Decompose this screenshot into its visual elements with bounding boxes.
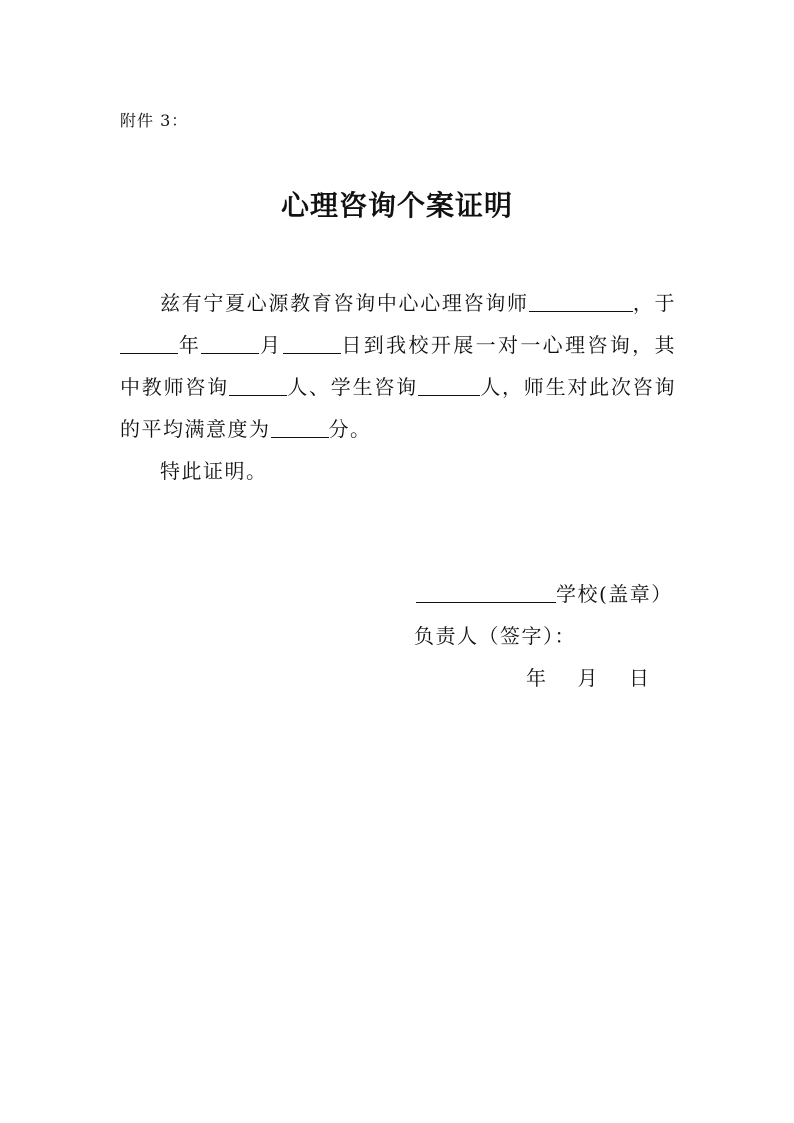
- year-blank: [120, 333, 178, 354]
- body-text-3a: 中教师咨询: [120, 375, 229, 399]
- month-blank: [201, 333, 259, 354]
- page-title: 心理咨询个案证明: [280, 189, 513, 222]
- body-line-2: [120, 324, 676, 366]
- school-seal-label: 学校(盖章）: [556, 582, 673, 606]
- date-day-label: 日: [629, 666, 651, 690]
- body-text-3c: 人，师生对此次咨询: [479, 375, 677, 399]
- teacher-count-blank: [229, 375, 287, 396]
- student-count-blank: [418, 375, 480, 396]
- certificate-body: [120, 282, 676, 492]
- school-name-blank: [416, 582, 556, 603]
- body-text-2b: 月: [259, 333, 283, 357]
- counselor-name-blank: [529, 291, 633, 312]
- school-seal-line: [416, 578, 673, 607]
- signature-date: [526, 662, 651, 691]
- body-text-3b: 人、学生咨询: [286, 375, 418, 399]
- body-line-3: [120, 366, 676, 408]
- day-blank: [283, 333, 341, 354]
- body-line-1: [120, 282, 676, 324]
- body-line-4: [120, 408, 676, 450]
- date-month-label: 月: [577, 666, 599, 690]
- body-text-1a: 兹有宁夏心源教育咨询中心心理咨询师: [160, 291, 529, 315]
- body-text-4b: 分。: [328, 417, 372, 441]
- body-text-2a: 年: [178, 333, 202, 357]
- satisfaction-score-blank: [271, 417, 329, 438]
- date-year-label: 年: [526, 666, 548, 690]
- body-text-2c: 日到我校开展一对一心理咨询，其: [340, 333, 677, 357]
- attachment-label: 附件 3：: [120, 111, 189, 130]
- body-text-1b: ，于: [632, 291, 677, 315]
- body-text-4a: 的平均满意度为: [120, 417, 271, 441]
- responsible-person-label: 负责人（签字）：: [414, 624, 576, 648]
- closing-line: 特此证明。: [160, 459, 268, 483]
